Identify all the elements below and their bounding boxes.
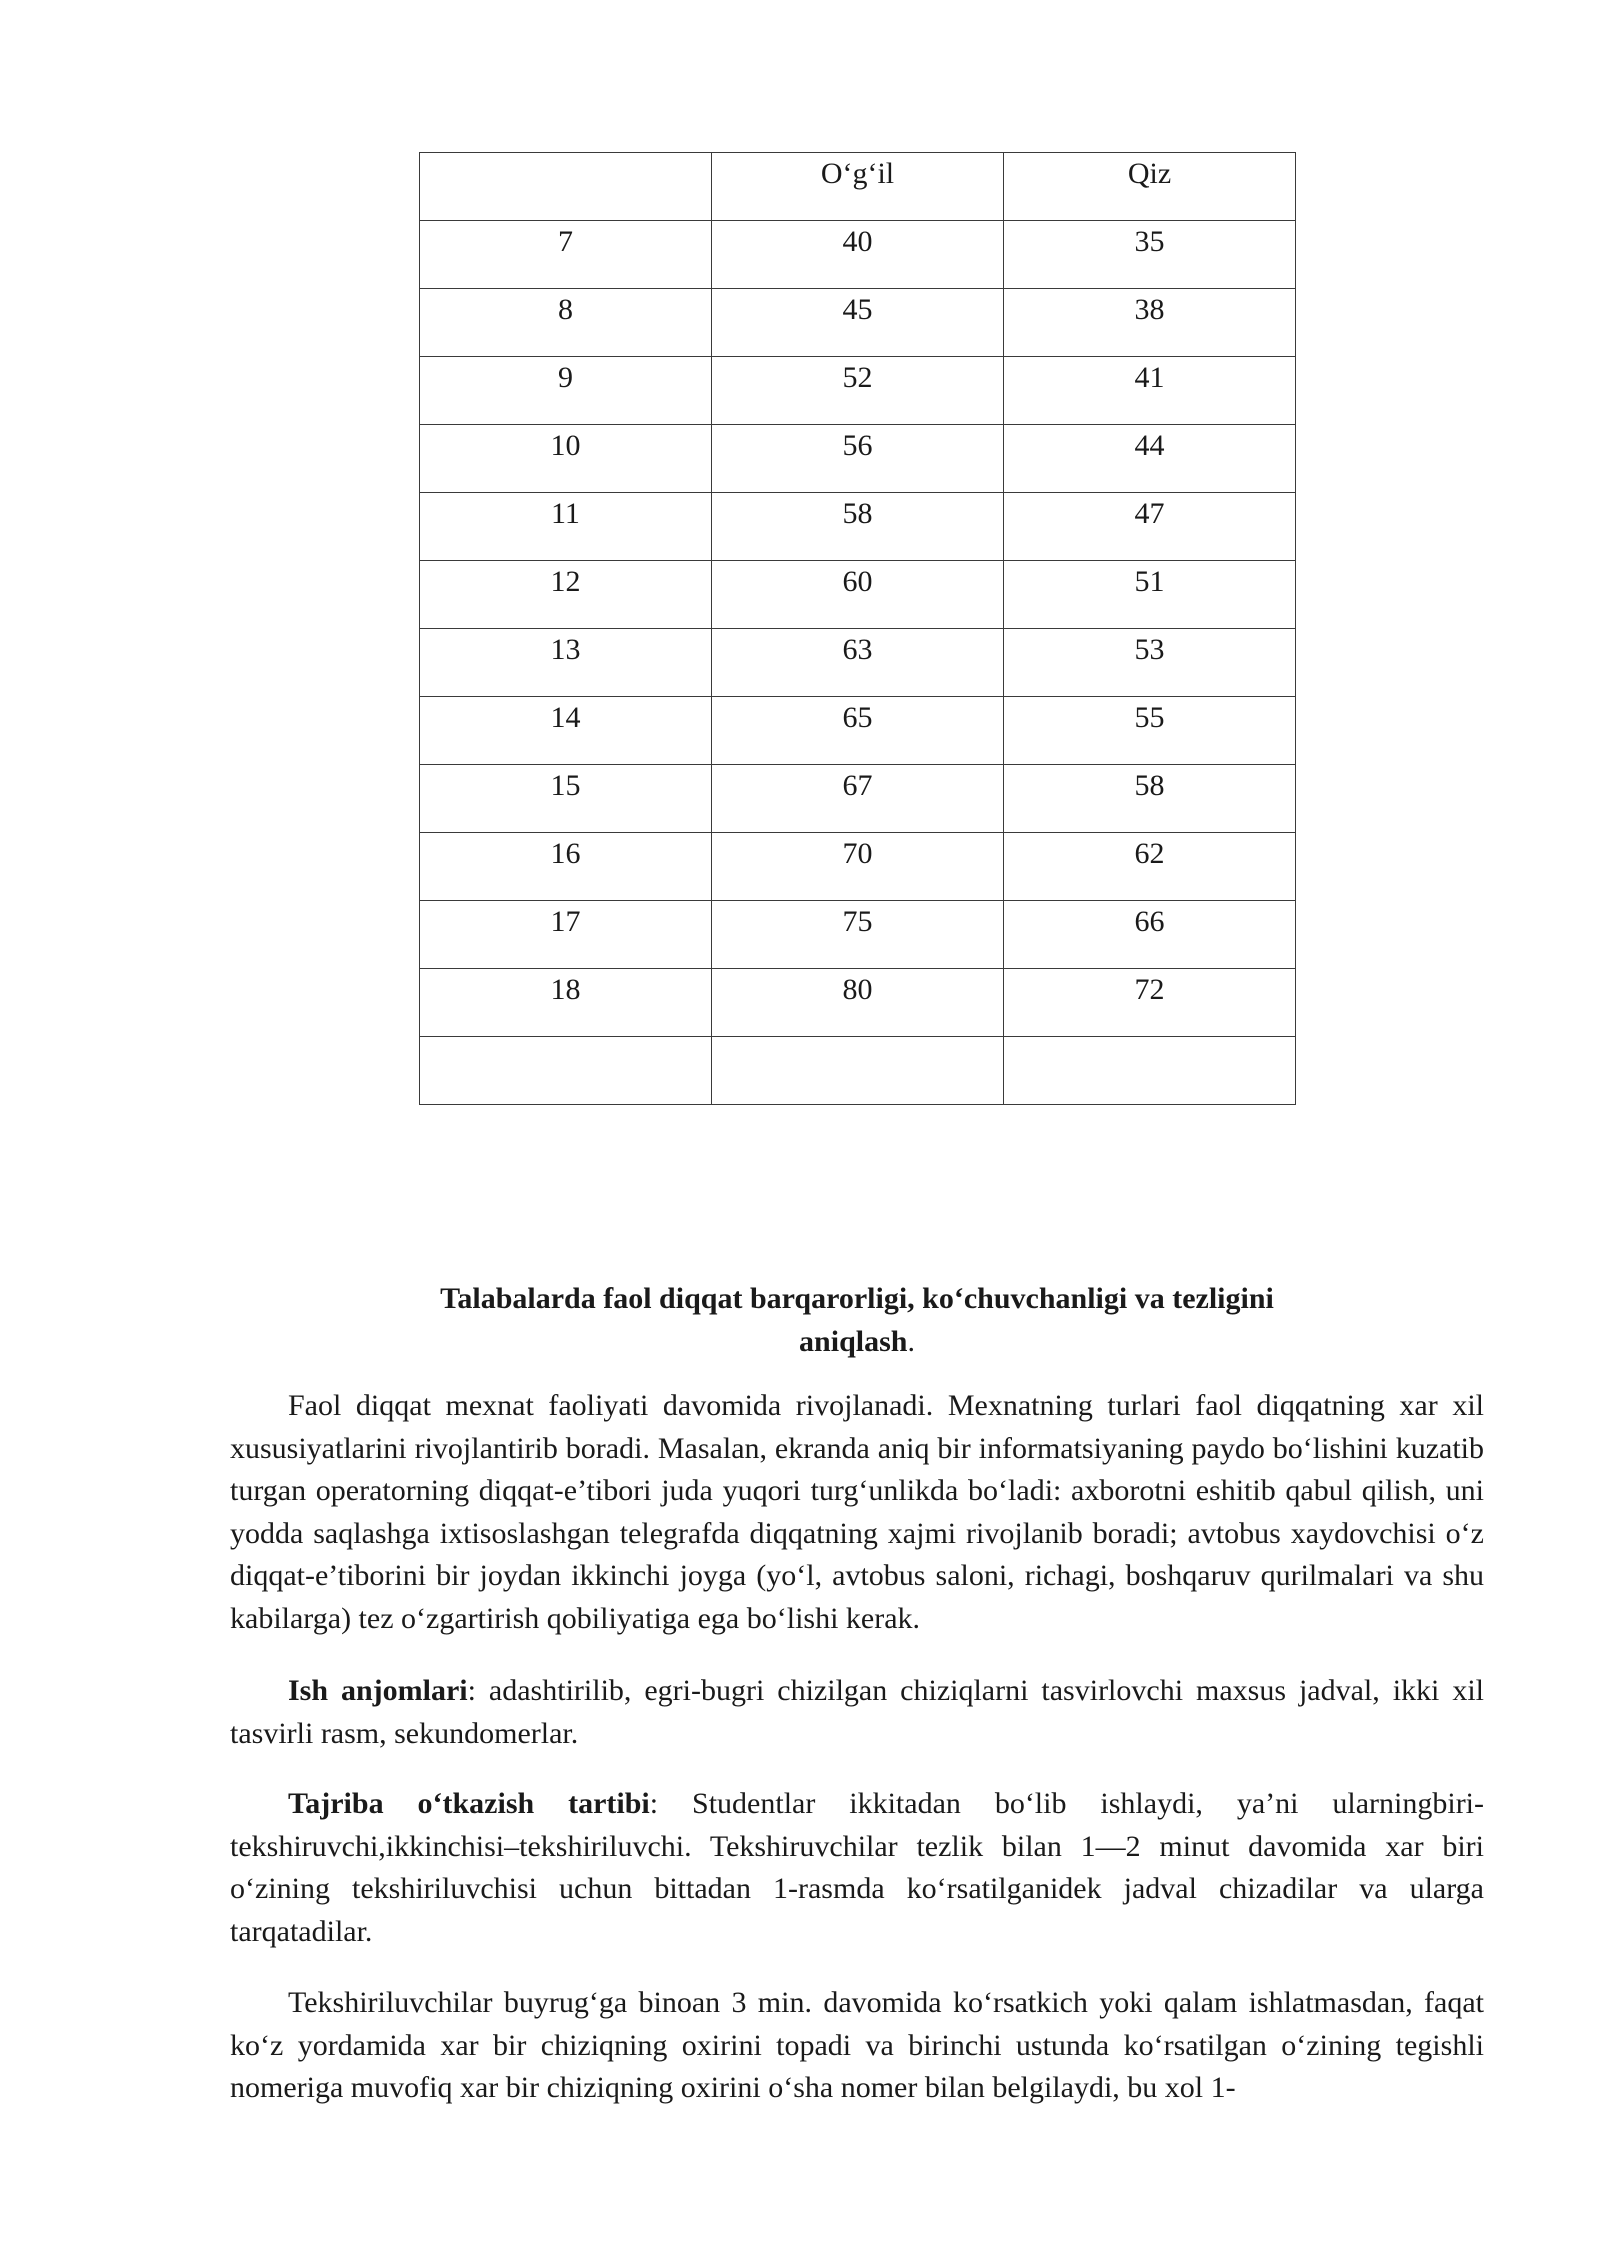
table-row: [420, 357, 1296, 425]
header-cell: [420, 153, 712, 221]
table-row: [420, 221, 1296, 289]
table-row: [420, 901, 1296, 969]
table-row: [420, 289, 1296, 357]
table-cell: 80: [712, 969, 1004, 1037]
paragraph-lead: Ish anjomlari: [288, 1674, 468, 1707]
table-cell: 44: [1004, 425, 1296, 493]
table-row: [420, 629, 1296, 697]
table-cell: 16: [420, 833, 712, 901]
table-cell: 62: [1004, 833, 1296, 901]
table-header-row: [420, 153, 1296, 221]
table-row: [420, 765, 1296, 833]
paragraph-lead: Tajriba o‘tkazish tartibi: [288, 1787, 650, 1820]
section-title-line1: Talabalarda faol diqqat barqarorligi, ko‘chuvchanligi va tezligini: [440, 1282, 1274, 1315]
table-cell: 72: [1004, 969, 1296, 1037]
table-cell: [712, 1037, 1004, 1105]
table-cell: 9: [420, 357, 712, 425]
paragraph-text: Tekshiriluvchilar buyrug‘ga binoan 3 min. davomida ko‘rsatkich yoki qalam ishlatmasdan, faqat ko‘z yordamida xar bir chiziqning oxirini topadi va birinchi ustunda ko‘rsatilgan o‘zining tegishli nomeriga muvofiq xar bir chiziqning oxirini o‘sha nomer bilan belgilaydi, bu xol 1-: [230, 1986, 1484, 2104]
table-cell: 47: [1004, 493, 1296, 561]
table-row-empty: [420, 1037, 1296, 1105]
table-cell: 65: [712, 697, 1004, 765]
table-cell: 45: [712, 289, 1004, 357]
table-cell: 41: [1004, 357, 1296, 425]
header-cell-qiz: Qiz: [1004, 153, 1296, 221]
paragraph-faol-diqqat: [230, 1385, 1484, 1640]
table-cell: 11: [420, 493, 712, 561]
table-cell: 10: [420, 425, 712, 493]
table-cell: 7: [420, 221, 712, 289]
paragraph-ish-anjomlari: [230, 1670, 1484, 1755]
table-cell: 75: [712, 901, 1004, 969]
table-cell: 60: [712, 561, 1004, 629]
table-cell: 38: [1004, 289, 1296, 357]
table-cell: 58: [712, 493, 1004, 561]
table-row: [420, 425, 1296, 493]
table-cell: 53: [1004, 629, 1296, 697]
table-cell: 14: [420, 697, 712, 765]
table-row: [420, 561, 1296, 629]
table-cell: 13: [420, 629, 712, 697]
table-cell: 40: [712, 221, 1004, 289]
table-cell: [1004, 1037, 1296, 1105]
age-weight-table: [419, 152, 1296, 1105]
table-cell: 17: [420, 901, 712, 969]
table-cell: 58: [1004, 765, 1296, 833]
table-cell: [420, 1037, 712, 1105]
section-title-period: .: [907, 1325, 915, 1358]
table-cell: 12: [420, 561, 712, 629]
table-cell: 67: [712, 765, 1004, 833]
table-row: [420, 833, 1296, 901]
paragraph-text: Faol diqqat mexnat faoliyati davomida rivojlanadi. Mexnatning turlari faol diqqatning xar xil xususiyatlarini rivojlantirib boradi. Masalan, ekranda aniq bir informatsiyaning paydo bo‘lishini kuzatib turgan operatorning diqqat-e’tibori juda yuqori turg‘unlikda bo‘ladi: axborotni eshitib qabul qilish, uni yodda saqlashga ixtisoslashgan telegrafda diqqatning xajmi rivojlanib boradi; avtobus xaydovchisi o‘z diqqat-e’tiborini bir joydan ikkinchi joyga (yo‘l, avtobus saloni, richagi, boshqaruv qurilmalari va shu kabilarga) tez o‘zgartirish qobiliyatiga ega bo‘lishi kerak.: [230, 1389, 1484, 1635]
paragraph-text: : adashtirilib, egri-bugri chizilgan chiziqlarni tasvirlovchi maxsus jadval, ikki xil tasvirli rasm, sekundomerlar.: [230, 1674, 1484, 1750]
table-cell: 18: [420, 969, 712, 1037]
table-cell: 66: [1004, 901, 1296, 969]
table-cell: 15: [420, 765, 712, 833]
section-title-line2: aniqlash: [799, 1325, 908, 1358]
table-row: [420, 969, 1296, 1037]
table-cell: 51: [1004, 561, 1296, 629]
table-row: [420, 493, 1296, 561]
paragraph-tajriba-tartibi: [230, 1783, 1484, 1953]
paragraph-tekshiriluvchilar: [230, 1982, 1484, 2110]
table-cell: 63: [712, 629, 1004, 697]
table-cell: 35: [1004, 221, 1296, 289]
table-body: [420, 153, 1296, 1105]
table-cell: 70: [712, 833, 1004, 901]
table-cell: 8: [420, 289, 712, 357]
table-cell: 56: [712, 425, 1004, 493]
table-cell: 52: [712, 357, 1004, 425]
paragraph-text: : Studentlar ikkitadan bo‘lib ishlaydi, ya’ni ularningbiri-tekshiruvchi,ikkinchisi–tekshiriluvchi. Tekshiruvchilar tezlik bilan 1—2 minut davomida xar biri o‘zining tekshiriluvchisi uchun bittadan 1-rasmda ko‘rsatilganidek jadval chizadilar va ularga tarqatadilar.: [230, 1787, 1485, 1948]
section-title: [230, 1277, 1484, 1363]
table-row: [420, 697, 1296, 765]
table-cell: 55: [1004, 697, 1296, 765]
header-cell-ogil: O‘g‘il: [712, 153, 1004, 221]
